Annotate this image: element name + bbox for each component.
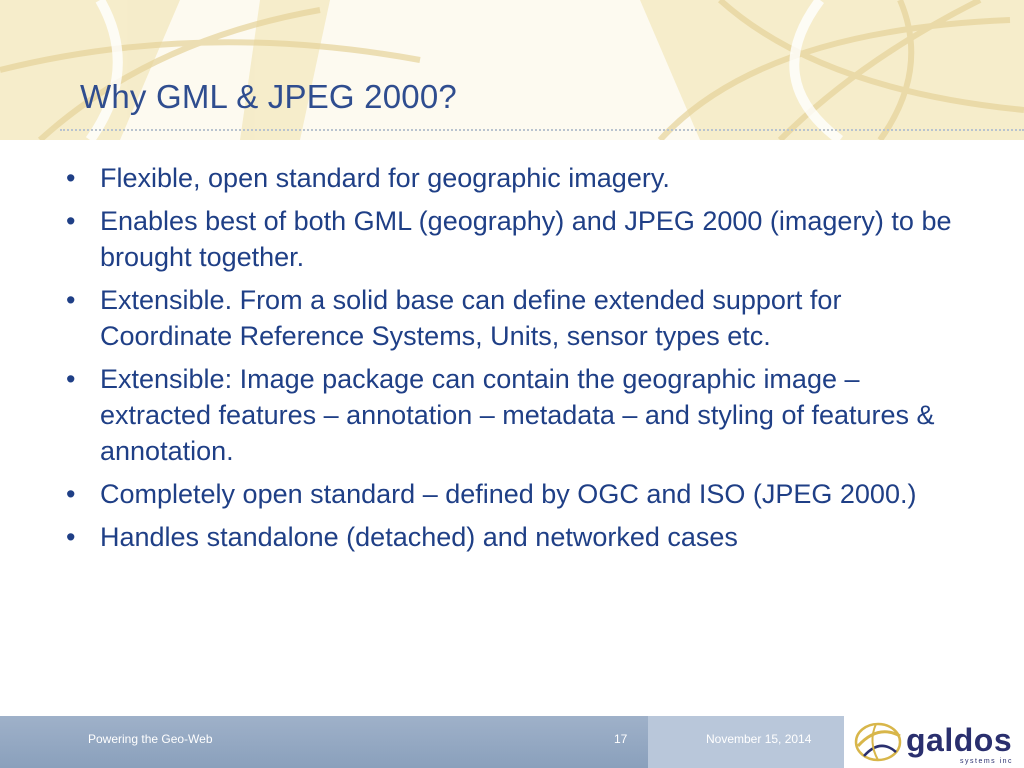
bullet-item bbox=[60, 519, 960, 555]
footer-date: November 15, 2014 bbox=[706, 732, 812, 746]
bullet-item bbox=[60, 476, 960, 512]
bullet-item bbox=[60, 203, 960, 275]
bullet-marker: • bbox=[66, 479, 76, 509]
bullet-marker: • bbox=[66, 206, 76, 236]
bullet-text: Handles standalone (detached) and networked cases bbox=[100, 522, 738, 552]
bullet-item bbox=[60, 361, 960, 469]
logo-tagline: systems inc bbox=[960, 758, 1014, 765]
bullet-item bbox=[60, 282, 960, 354]
bullet-marker: • bbox=[66, 522, 76, 552]
bullet-marker: • bbox=[66, 364, 76, 394]
bullet-text: Flexible, open standard for geographic imagery. bbox=[100, 163, 670, 193]
bullet-text: Extensible: Image package can contain the geographic image – extracted features – annotation – metadata – and styling of features & annotation. bbox=[100, 364, 935, 466]
bullet-text: Completely open standard – defined by OGC and ISO (JPEG 2000.) bbox=[100, 479, 917, 509]
logo-wordmark: galdos bbox=[906, 722, 1013, 758]
bullet-text: Extensible. From a solid base can define extended support for Coordinate Reference Systems, Units, sensor types etc. bbox=[100, 285, 842, 351]
bullet-text: Enables best of both GML (geography) and JPEG 2000 (imagery) to be brought together. bbox=[100, 206, 952, 272]
page-number: 17 bbox=[614, 732, 628, 746]
footer-tagline: Powering the Geo-Web bbox=[88, 732, 213, 746]
bullet-item bbox=[60, 160, 960, 196]
galdos-globe-logo-icon bbox=[850, 718, 906, 766]
title-divider bbox=[60, 129, 1024, 131]
bullet-list bbox=[60, 160, 960, 562]
bullet-marker: • bbox=[66, 163, 76, 193]
header-globe-background bbox=[0, 0, 1024, 140]
slide-title: Why GML & JPEG 2000? bbox=[80, 78, 457, 115]
bullet-marker: • bbox=[66, 285, 76, 315]
